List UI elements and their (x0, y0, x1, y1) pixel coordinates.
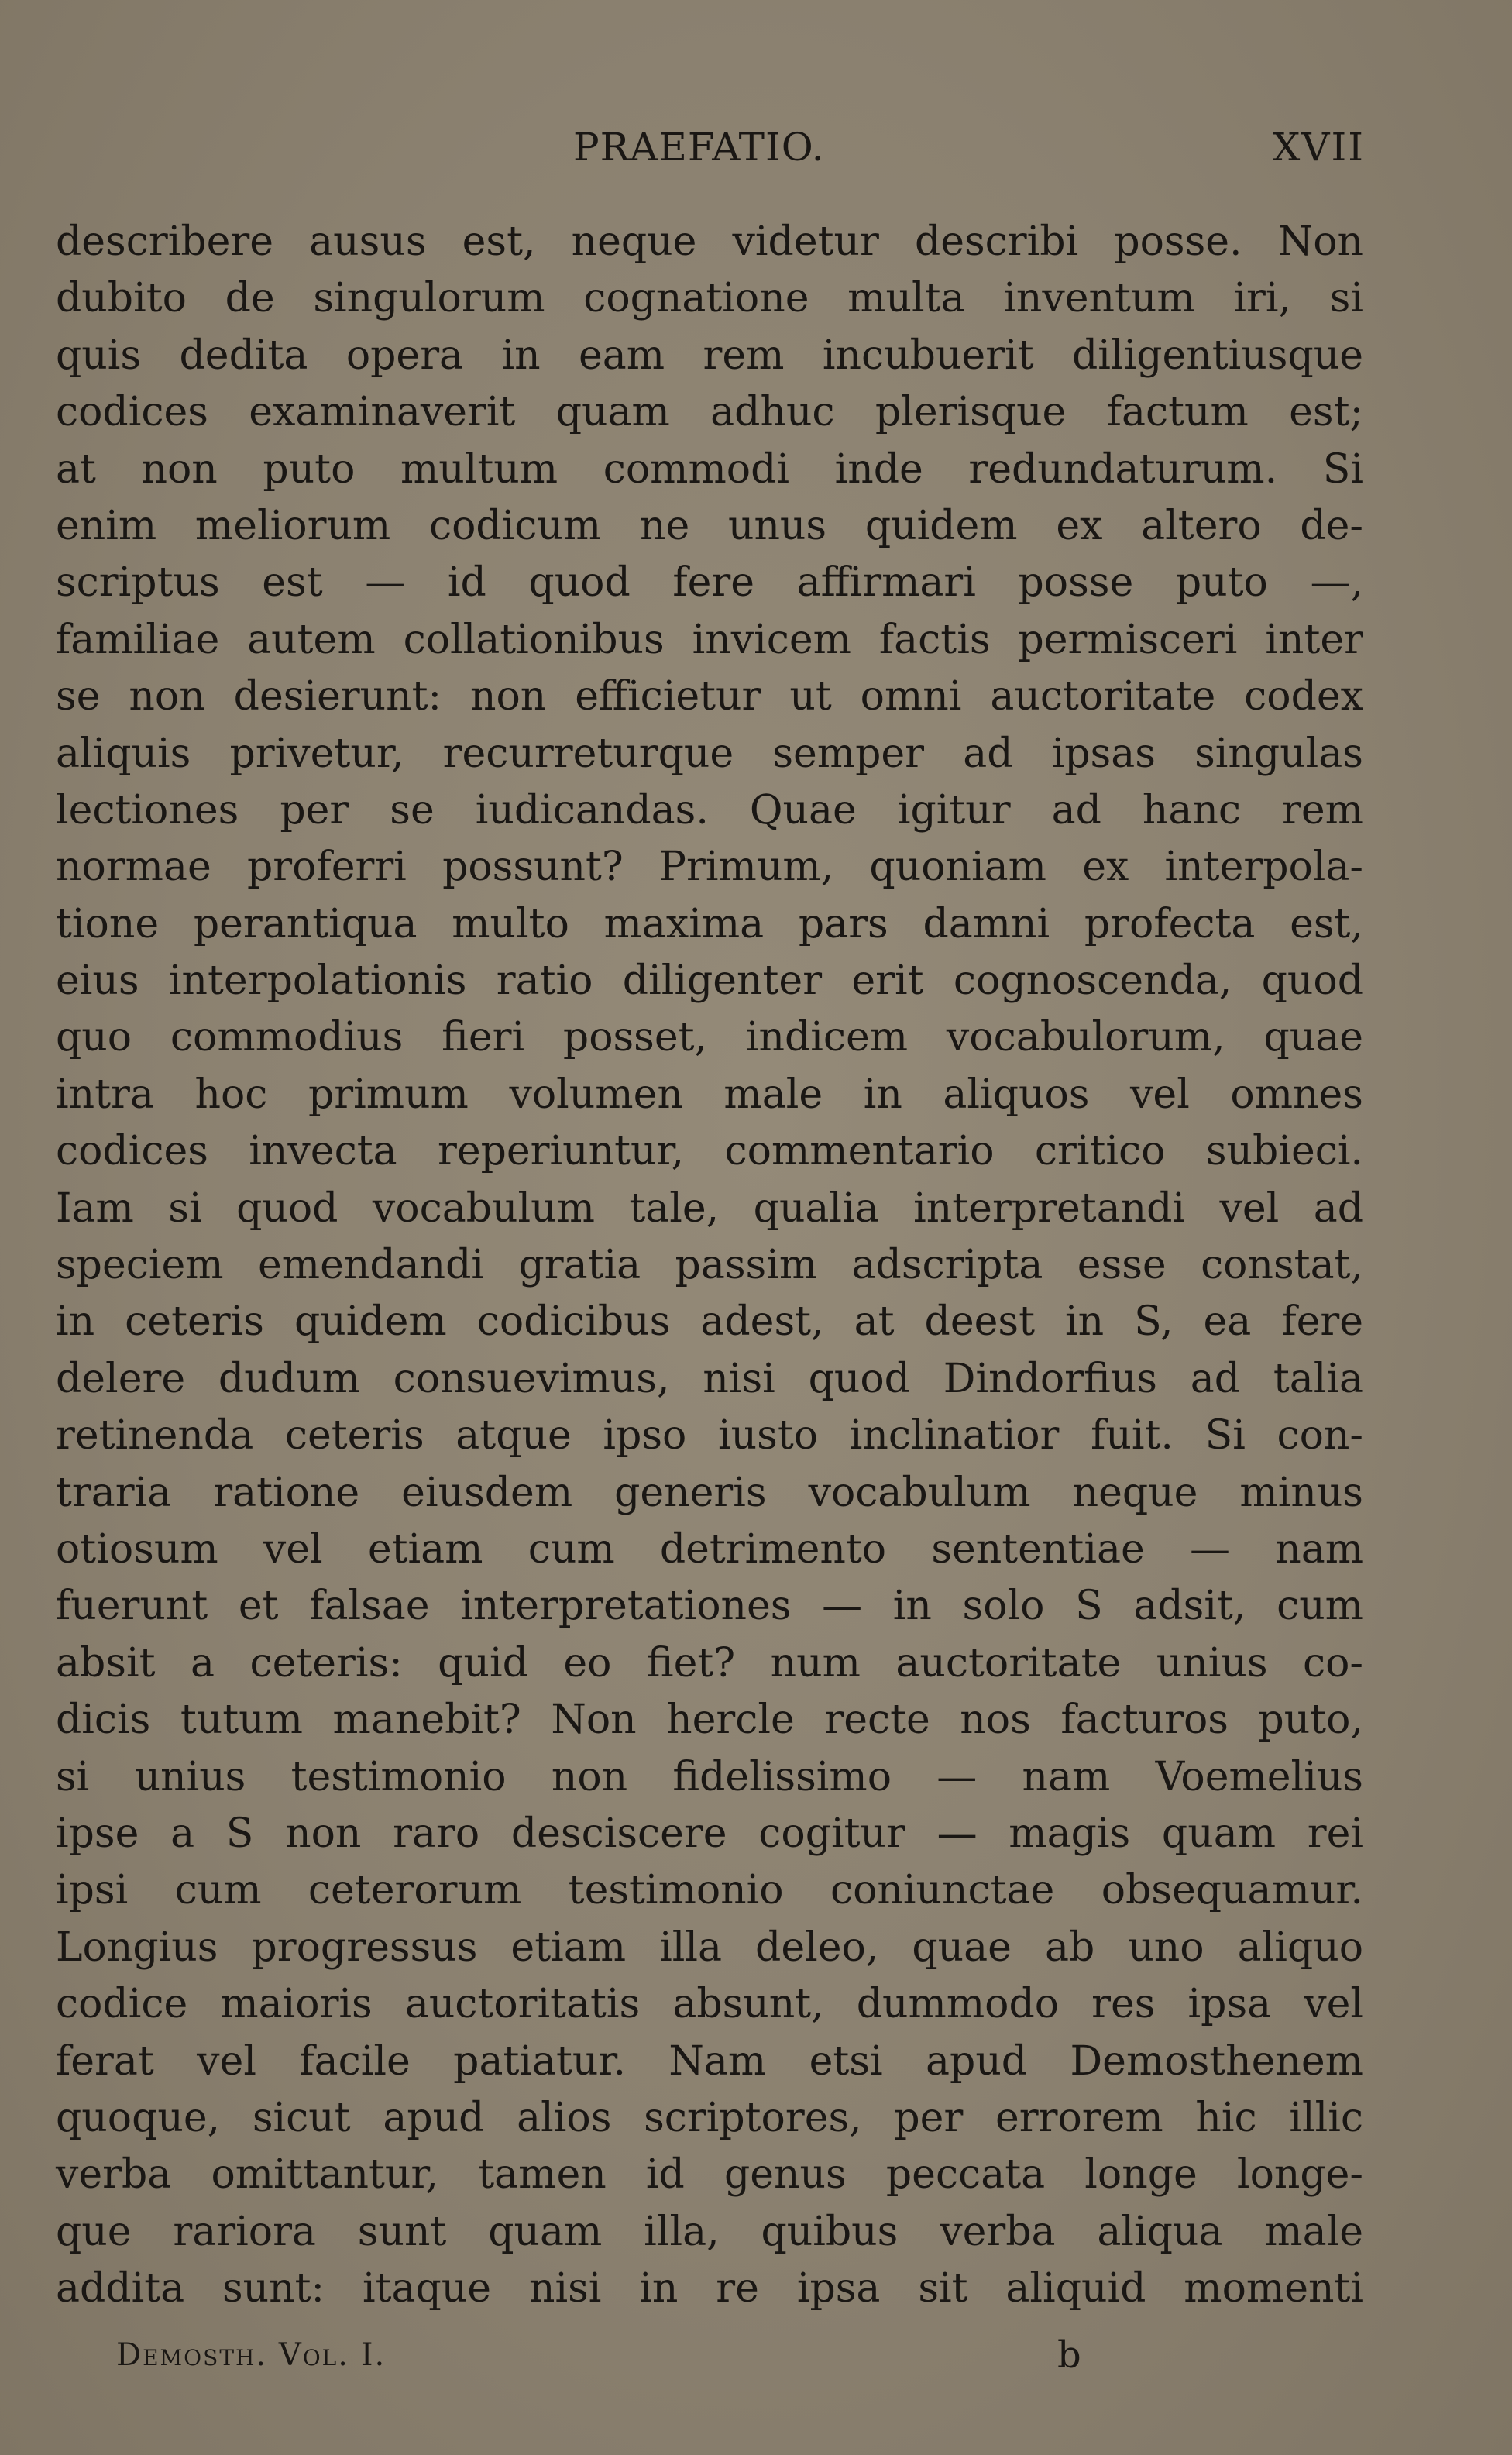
running-head (0, 116, 1512, 178)
page-number: XVII (1272, 125, 1365, 170)
running-head-title: PRAEFATIO. (573, 125, 825, 170)
text-line: lectiones per se iudicandas. Quae igitur ad hanc rem (56, 786, 1363, 834)
text-line: se non desierunt: non efficietur ut omni auctoritate codex (56, 673, 1363, 720)
text-line: Longius progressus etiam illa deleo, quae ab uno aliquo (56, 1924, 1363, 1971)
text-line: eius interpolationis ratio diligenter erit cognoscenda, quod (56, 958, 1363, 1005)
signature-line: Demosth. Vol. I. (116, 2337, 387, 2373)
text-line: fuerunt et falsae interpretationes — in solo S adsit, cum (56, 1583, 1363, 1630)
text-line: verba omittantur, tamen id genus peccata longe longe- (56, 2151, 1363, 2199)
text-line: quis dedita opera in eam rem incubuerit diligentiusque (56, 332, 1363, 379)
text-line: quoque, sicut apud alios scriptores, per errorem hic illic (56, 2094, 1363, 2141)
text-line: retinenda ceteris atque ipso iusto inclinatior fuit. Si con- (56, 1412, 1363, 1460)
text-line: absit a ceteris: quid eo fiet? num auctoritate unius co- (56, 1639, 1363, 1687)
body-text (56, 214, 1363, 2317)
text-line: Iam si quod vocabulum tale, qualia interpretandi vel ad (56, 1185, 1363, 1232)
text-line: describere ausus est, neque videtur describi posse. Non (56, 218, 1363, 265)
text-line: codices examinaverit quam adhuc plerisque factum est; (56, 389, 1363, 436)
text-line: at non puto multum commodi inde redundaturum. Si (56, 445, 1363, 493)
text-line: delere dudum consuevimus, nisi quod Dindorfius ad talia (56, 1355, 1363, 1402)
text-line: si unius testimonio non fidelissimo — nam Voemelius (56, 1753, 1363, 1800)
text-line: codices invecta reperiuntur, commentario critico subieci. (56, 1128, 1363, 1175)
text-line: scriptus est — id quod fere affirmari posse puto —, (56, 559, 1363, 607)
text-line: ferat vel facile patiatur. Nam etsi apud Demosthenem (56, 2037, 1363, 2085)
text-line: in ceteris quidem codicibus adest, at deest in S, ea fere (56, 1298, 1363, 1346)
text-line: familiae autem collationibus invicem factis permisceri inter (56, 616, 1363, 663)
text-line: quo commodius fieri posset, indicem vocabulorum, quae (56, 1014, 1363, 1061)
text-line: dubito de singulorum cognatione multa inventum iri, si (56, 275, 1363, 322)
text-line: tione perantiqua multo maxima pars damni profecta est, (56, 900, 1363, 947)
text-line: codice maioris auctoritatis absunt, dummodo res ipsa vel (56, 1981, 1363, 2028)
text-line: dicis tutum manebit? Non hercle recte nos facturos puto, (56, 1697, 1363, 1744)
text-line: speciem emendandi gratia passim adscripta esse constat, (56, 1242, 1363, 1289)
text-line: normae proferri possunt? Primum, quoniam ex interpola- (56, 844, 1363, 891)
text-line: enim meliorum codicum ne unus quidem ex altero de- (56, 502, 1363, 549)
page-footer (0, 2328, 1512, 2382)
text-line: otiosum vel etiam cum detrimento sententiae — nam (56, 1525, 1363, 1573)
text-line: aliquis privetur, recurreturque semper ad ipsas singulas (56, 730, 1363, 777)
text-line: intra hoc primum volumen male in aliquos vel omnes (56, 1071, 1363, 1118)
text-line: addita sunt: itaque nisi in re ipsa sit aliquid momenti (56, 2265, 1363, 2312)
text-line: ipsi cum ceterorum testimonio coniunctae obsequamur. (56, 1867, 1363, 1914)
text-line: traria ratione eiusdem generis vocabulum neque minus (56, 1469, 1363, 1516)
signature-mark: b (1057, 2333, 1081, 2377)
text-line: ipse a S non raro desciscere cogitur — magis quam rei (56, 1810, 1363, 1857)
text-line: que rariora sunt quam illa, quibus verba aliqua male (56, 2208, 1363, 2255)
